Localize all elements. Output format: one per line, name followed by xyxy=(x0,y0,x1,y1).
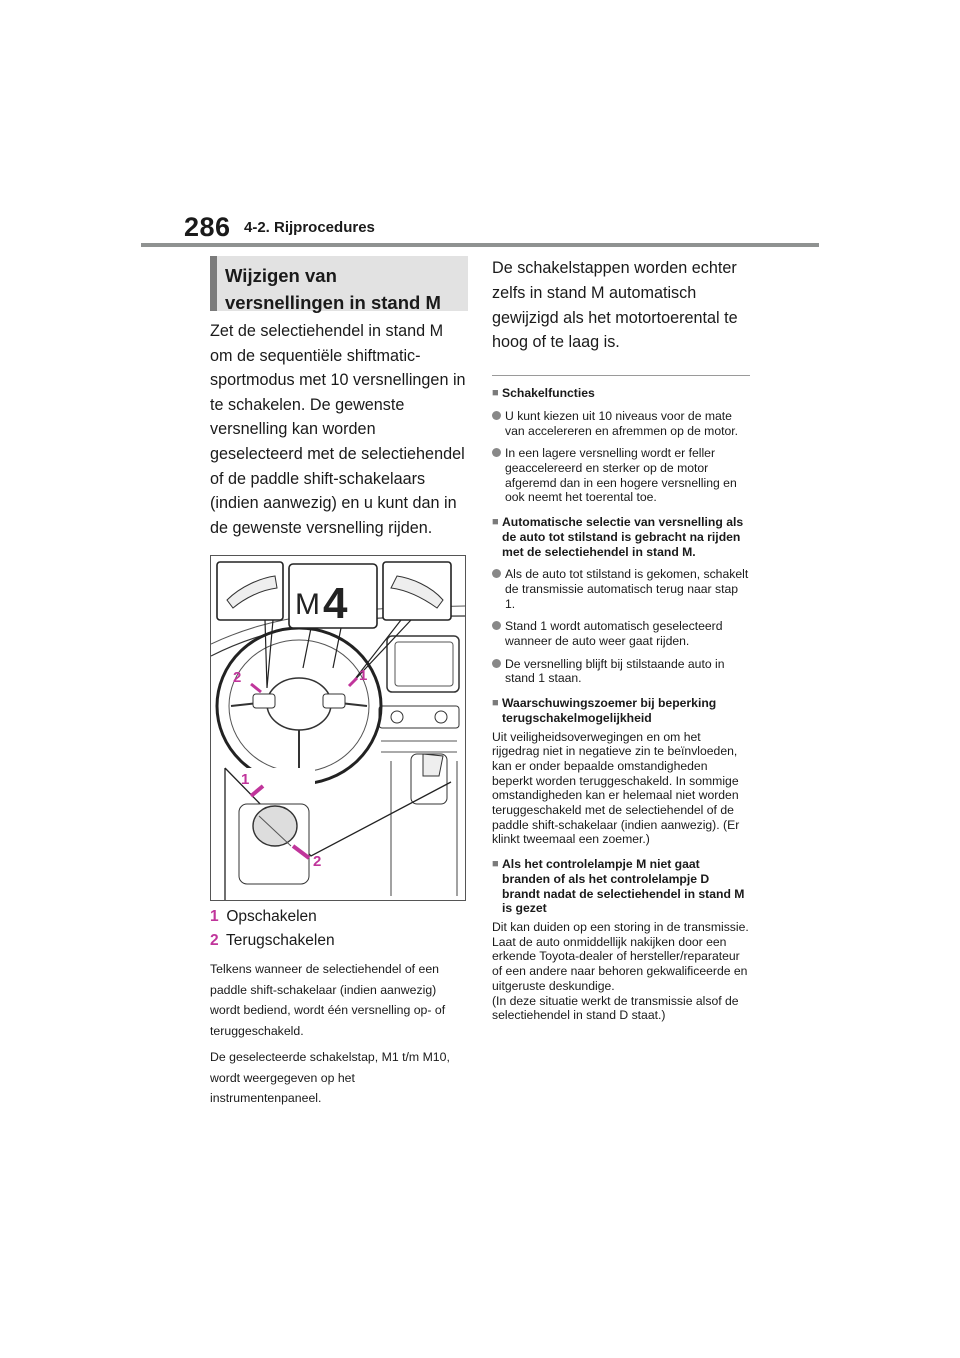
legend-item xyxy=(210,905,468,929)
paragraph: (In deze situatie werkt de transmissie alsof de selectiehendel in stand D staat.) xyxy=(492,993,739,1023)
intro-paragraph: Zet de selectiehendel in stand M om de sequentiële shiftmatic-sportmodus met 10 versnellingen in te schakelen. De gewenste versnelling kan worden geselecteerd met de selectiehendel of de paddle shift-schakelaars (indien aanwezig) en u kunt dan in de gewenste versnelling rijden. xyxy=(210,322,466,537)
dot-bullet-icon xyxy=(492,567,505,611)
legend-item xyxy=(210,929,468,953)
square-bullet-icon: ■ xyxy=(492,858,499,871)
bullet-item: De versnelling blijft bij stilstaande auto in stand 1 staan. xyxy=(492,657,750,686)
bullet-item: In een lagere versnelling wordt er feller geaccelereerd en sterker op de motor afgeremd dan in een hogere versnelling en ook neemt het toerental toe. xyxy=(492,446,750,505)
note-paragraph: Telkens wanneer de selectiehendel of een paddle shift-schakelaar (indien aanwezig) wordt bediend, wordt één versnelling op- of teruggeschakeld. xyxy=(210,962,446,1038)
paragraph: Uit veiligheidsoverwegingen en om het rijgedrag niet in negatieve zin te beïnvloeden, kan er onder bepaalde omstandigheden beperkt worden teruggeschakeld. In sommige omstandigheden kan er helemaal niet worden teruggeschakeld met de selectiehendel of de paddle shift-schakelaar (indien aanwezig). (Er klinkt tweemaal een zoemer.) xyxy=(492,729,740,847)
dot-bullet-icon xyxy=(492,446,505,505)
callout-2-paddle: 2 xyxy=(233,669,242,687)
legend xyxy=(210,905,468,953)
callout-1-lever: 1 xyxy=(241,771,250,789)
right-intro: De schakelstappen worden echter zelfs in stand M automatisch gewijzigd als het motortoerental te hoog of te laag is. xyxy=(492,259,738,352)
divider xyxy=(492,375,750,376)
section-heading: Wijzigen van versnellingen in stand M xyxy=(210,256,468,311)
right-column xyxy=(492,256,750,1023)
square-bullet-icon: ■ xyxy=(492,387,499,400)
subsection-title: ■ Waarschuwingszoemer bij beperking terugschakelmogelijkheid xyxy=(492,696,717,725)
note-paragraph: De geselecteerde schakelstap, M1 t/m M10, wordt weergegeven op het instrumentenpaneel. xyxy=(210,1050,450,1106)
header-rule xyxy=(141,243,819,247)
shift-illustration xyxy=(210,555,466,901)
dot-bullet-icon xyxy=(492,657,505,686)
illustration-svg xyxy=(211,556,466,901)
bullet-item: Stand 1 wordt automatisch geselecteerd wanneer de auto weer gaat rijden. xyxy=(492,619,750,648)
callout-2-lever: 2 xyxy=(313,853,322,871)
display-digit: 4 xyxy=(323,579,348,629)
legend-num: 1 xyxy=(210,908,219,926)
dot-bullet-icon xyxy=(492,409,505,438)
square-bullet-icon: ■ xyxy=(492,516,499,529)
callout-1-paddle: 1 xyxy=(359,667,368,685)
legend-num: 2 xyxy=(210,932,219,950)
legend-label: Opschakelen xyxy=(226,908,317,926)
left-column xyxy=(210,256,468,1109)
dot-bullet-icon xyxy=(492,619,505,648)
square-bullet-icon: ■ xyxy=(492,697,499,710)
subsection-title: ■ Schakelfuncties xyxy=(492,386,595,401)
display-letter: M xyxy=(295,588,320,622)
bullet-item: U kunt kiezen uit 10 niveaus voor de mate van accelereren en afremmen op de motor. xyxy=(492,409,750,438)
section-label: 4-2. Rijprocedures xyxy=(244,219,375,236)
page-number: 286 xyxy=(184,212,231,242)
bullet-item: Als de auto tot stilstand is gekomen, schakelt de transmissie automatisch terug naar stap 1. xyxy=(492,567,750,611)
legend-label: Terugschakelen xyxy=(226,932,335,950)
paragraph: Dit kan duiden op een storing in de transmissie. Laat de auto onmiddellijk nakijken door een erkende Toyota-dealer of hersteller/reparateur of een andere naar behoren gekwalificeerde en uitgeruste deskundige. xyxy=(492,919,749,993)
subsection-title: ■ Als het controlelampje M niet gaat branden of als het controlelampje D brandt nadat de selectiehendel in stand M is gezet xyxy=(492,857,745,916)
subsection-title: ■ Automatische selectie van versnelling als de auto tot stilstand is gebracht na rijden met de selectiehendel in stand M. xyxy=(492,515,744,559)
